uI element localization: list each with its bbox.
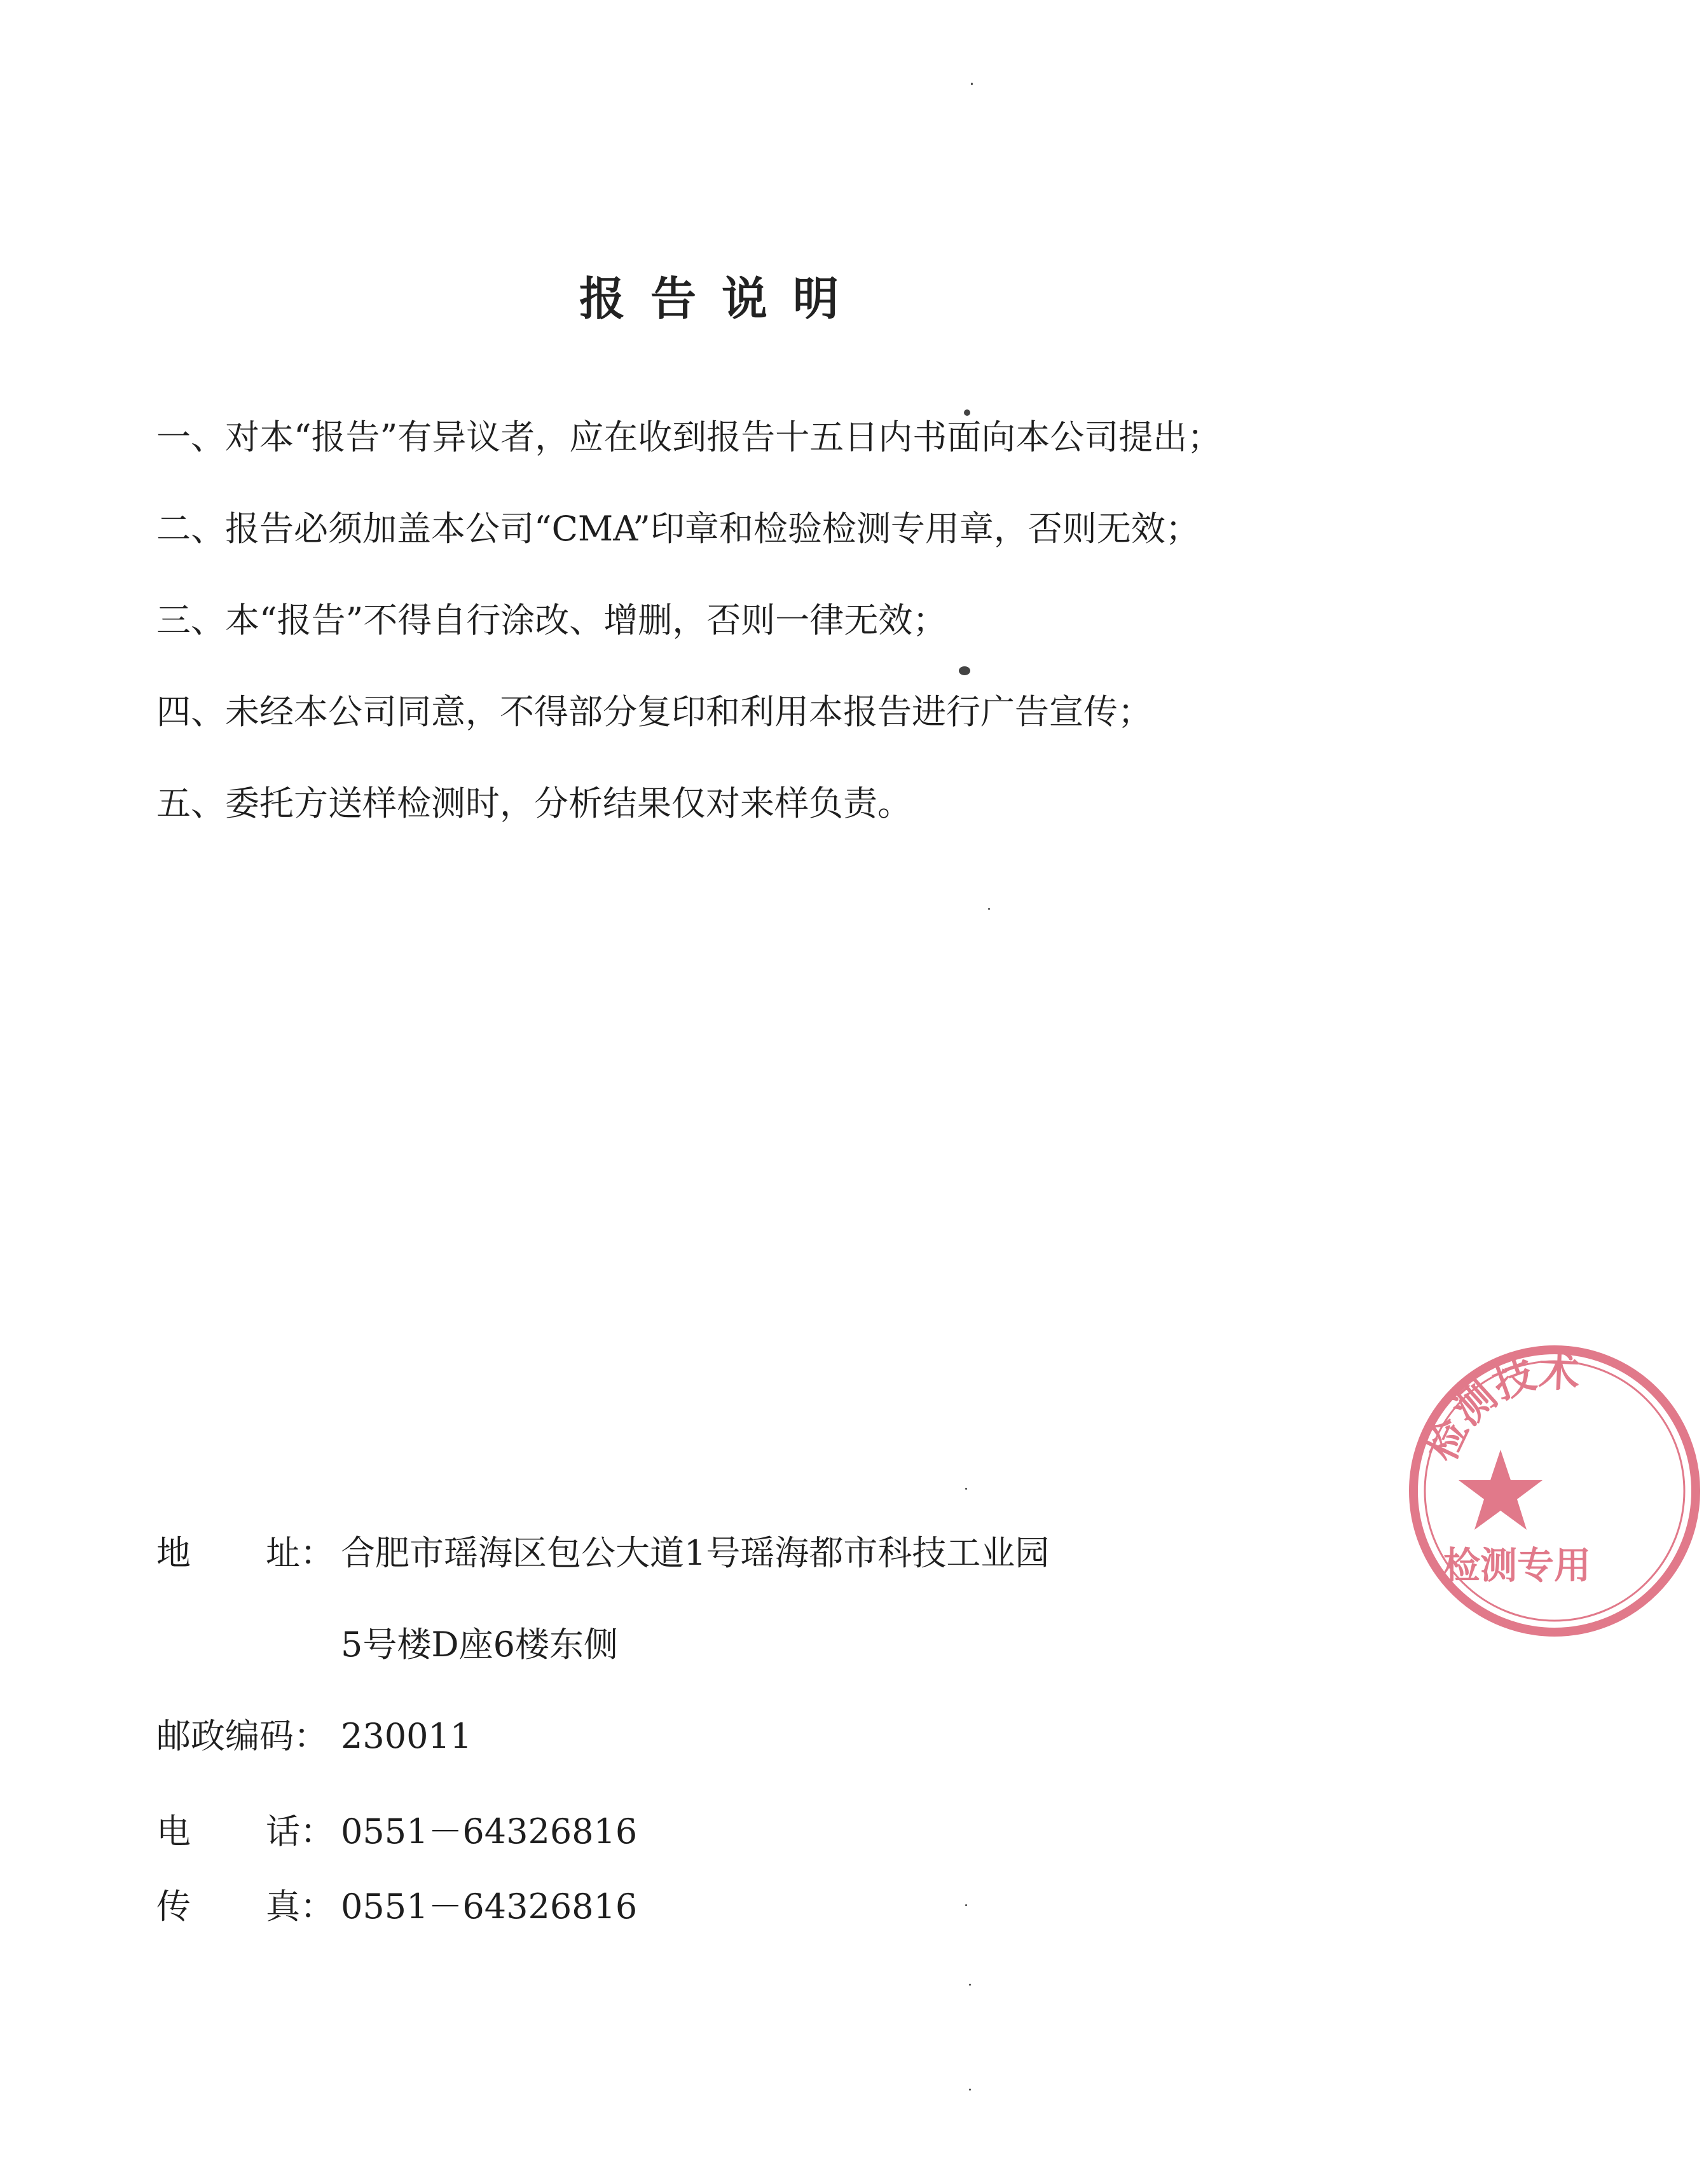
scan-speck [969,2089,971,2091]
page-title: 报告说明 [579,272,864,326]
postal-row [156,1709,1364,1804]
address-label-suffix: 址： [266,1533,334,1573]
seal-top-text: 检测技术 [1417,1348,1581,1469]
contact-block [156,1526,1364,1954]
scan-speck [965,1488,967,1490]
fax-label-char: 传 [156,1886,191,1926]
phone-label-char: 电 [156,1811,191,1851]
seal-bottom-text: 检测专用 [1443,1544,1591,1587]
clause-item: 二、报告必须加盖本公司“CMA”印章和检验检测专用章，否则无效； [156,509,1200,549]
company-seal-stamp [1405,1342,1704,1640]
phone-value: 0551－64326816 [341,1811,638,1851]
scan-speck [965,1904,967,1906]
scan-speck [969,1984,971,1986]
scan-speck [964,409,970,416]
clause-item: 四、未经本公司同意，不得部分复印和利用本报告进行广告宣传； [156,692,1152,732]
fax-value: 0551－64326816 [341,1886,638,1926]
phone-label [156,1804,341,1853]
clause-item: 三、本“报告”不得自行涂改、增删，否则一律无效； [156,600,947,640]
seal-star-icon [1459,1450,1543,1530]
address-row-2 [156,1617,1364,1709]
postal-value: 230011 [341,1716,472,1756]
address-line2: 5号楼D座6楼东侧 [341,1624,619,1665]
scan-speck [988,908,990,910]
address-label-char: 地 [156,1533,191,1573]
address-row [156,1526,1364,1617]
fax-row [156,1879,1364,1954]
phone-row [156,1804,1364,1879]
clause-list [156,407,1422,865]
address-label [156,1526,341,1575]
clause-item: 五、委托方送样检测时，分析结果仅对来样负责。 [156,783,912,823]
scan-speck [971,83,973,85]
fax-label [156,1879,341,1928]
clause-item: 一、对本“报告”有异议者，应在收到报告十五日内书面向本公司提出； [156,417,1222,457]
phone-label-suffix: 话： [266,1811,334,1851]
fax-label-suffix: 真： [266,1886,334,1926]
scan-speck [959,666,970,675]
address-line1: 合肥市瑶海区包公大道1号瑶海都市科技工业园 [341,1533,1050,1573]
postal-label: 邮政编码： [156,1716,328,1756]
